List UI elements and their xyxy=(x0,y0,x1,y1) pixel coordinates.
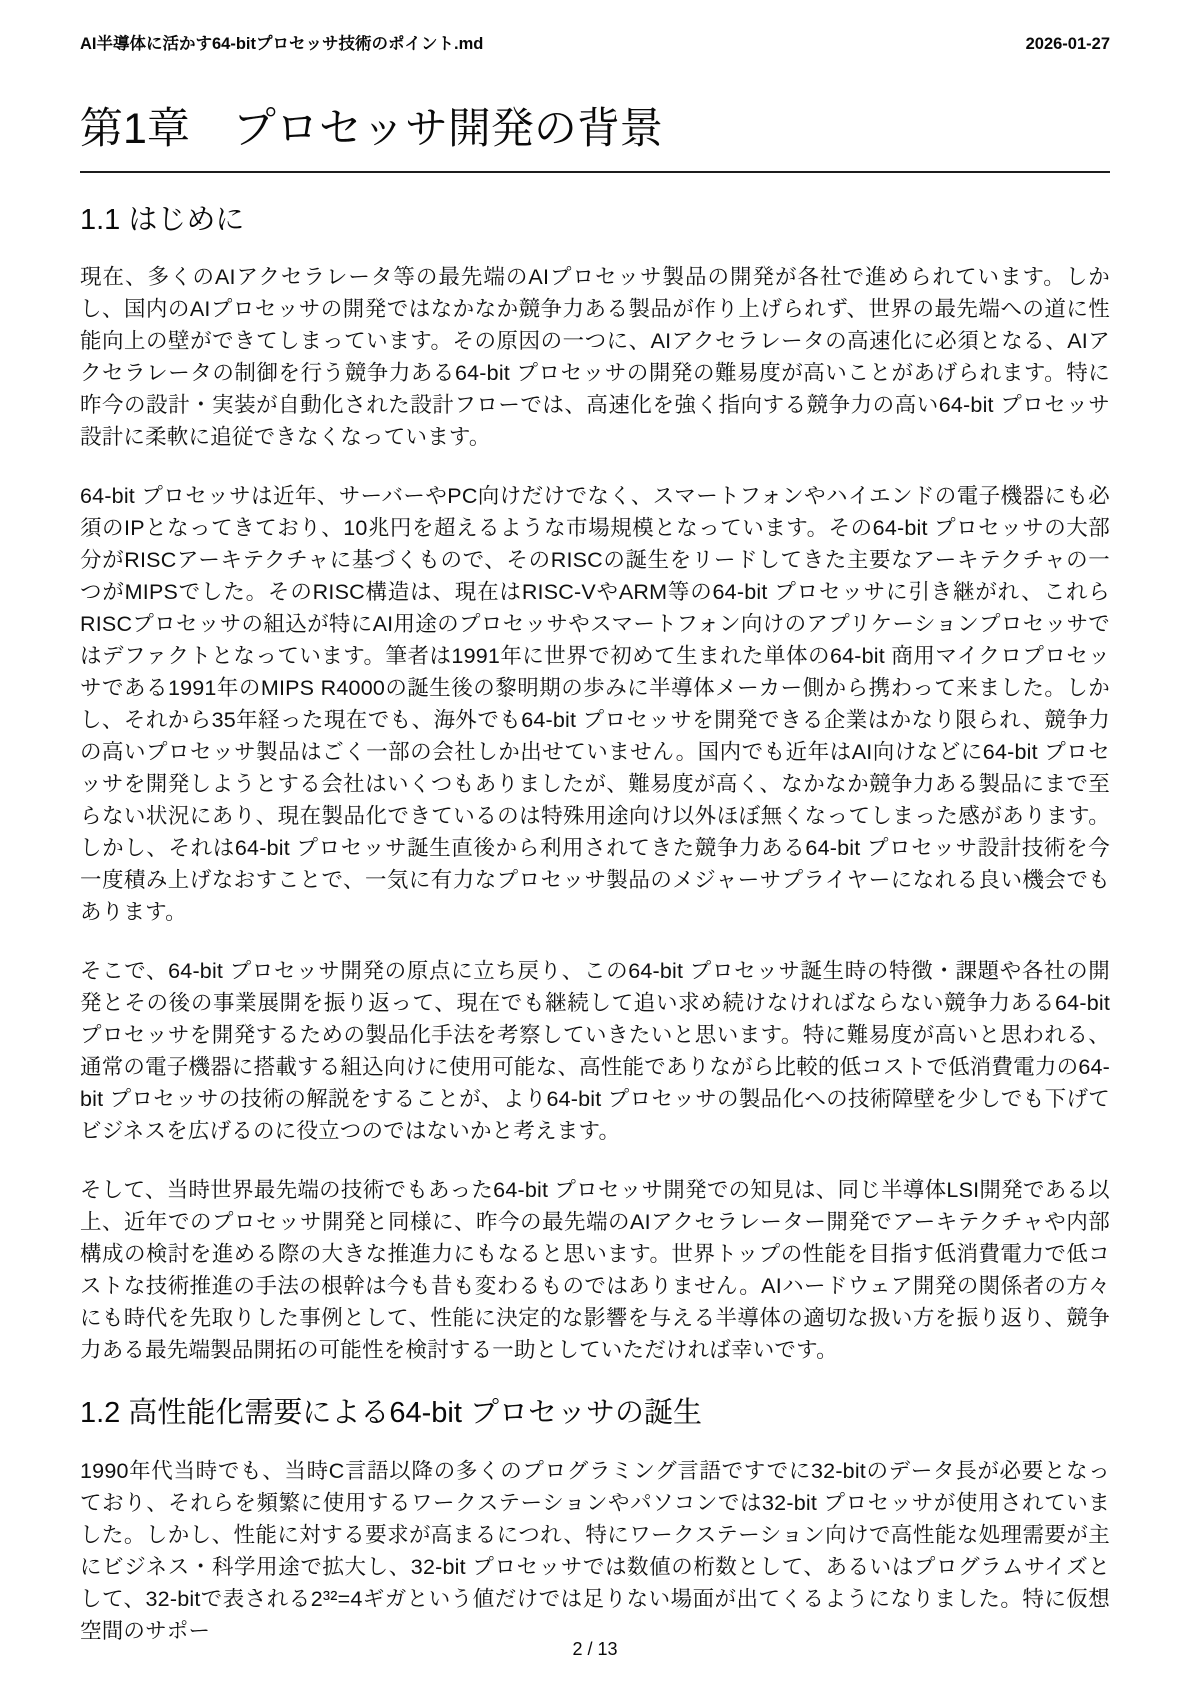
paragraph: 現在、多くのAIアクセラレータ等の最先端のAIプロセッサ製品の開発が各社で進められています。しかし、国内のAIプロセッサの開発ではなかなか競争力ある製品が作り上げられず、世界の最先端への道に性能向上の壁ができてしまっています。その原因の一つに、AIアクセラレータの高速化に必須となる、AIアクセラレータの制御を行う競争力ある64-bit プロセッサの開発の難易度が高いことがあげられます。特に昨今の設計・実装が自動化された設計フローでは、高速化を強く指向する競争力の高い64-bit プロセッサ設計に柔軟に追従できなくなっています。 xyxy=(80,265,1110,450)
section-1-1 xyxy=(80,203,1110,1367)
section-heading-1-2: 1.2 高性能化需要による64-bit プロセッサの誕生 xyxy=(80,1397,702,1430)
paragraph: そこで、64-bit プロセッサ開発の原点に立ち戻り、この64-bit プロセッサ誕生時の特徴・課題や各社の開発とその後の事業展開を振り返って、現在でも継続して追い求め続けなければならない競争力ある64-bit プロセッサを開発するための製品化手法を考察していきたいと思います。特に難易度が高いと思われる、通常の電子機器に搭載する組込向けに使用可能な、高性能でありながら比較的低コストで低消費電力の64-bit プロセッサの技術の解説をすることが、より64-bit プロセッサの製品化への技術障壁を少しでも下げてビジネスを広げるのに役立つのではないかと考えます。 xyxy=(80,959,1110,1144)
page-number: 2 / 13 xyxy=(572,1639,618,1659)
section-heading-1-1: 1.1 はじめに xyxy=(80,203,245,236)
paragraph: 1990年代当時でも、当時C言語以降の多くのプログラミング言語ですでに32-bitのデータ長が必要となっており、それらを頻繁に使用するワークステーションやパソコンでは32-bit プロセッサが使用されていました。しかし、性能に対する要求が高まるにつれ、特にワークステーション向けで高性能な処理需要が主にビジネス・科学用途で拡大し、32-bit プロセッサでは数値の桁数として、あるいはプログラムサイズとして、32-bitで表される2³²=4ギガという値だけでは足りない場面が出てくるようになりました。特に仮想空間のサポー xyxy=(80,1459,1110,1644)
chapter-title: 第1章 プロセッサ開発の背景 xyxy=(80,104,1110,173)
document-date: 2026-01-27 xyxy=(1025,35,1110,53)
paragraph: 64-bit プロセッサは近年、サーバーやPC向けだけでなく、スマートフォンやハイエンドの電子機器にも必須のIPとなってきており、10兆円を超えるような市場規模となっています。その64-bit プロセッサの大部分がRISCアーキテクチャに基づくもので、そのRISCの誕生をリードしてきた主要なアーキテクチャの一つがMIPSでした。そのRISC構造は、現在はRISC-VやARM等の64-bit プロセッサに引き継がれ、これらRISCプロセッサの組込が特にAI用途のプロセッサやスマートフォン向けのアプリケーションプロセッサではデファクトとなっています。筆者は1991年に世界で初めて生まれた単体の64-bit 商用マイクロプロセッサである1991年のMIPS R4000の誕生後の黎明期の歩みに半導体メーカー側から携わって来ました。しかし、それから35年経った現在でも、海外でも64-bit プロセッサを開発できる企業はかなり限られ、競争力の高いプロセッサ製品はごく一部の会社しか出せていません。国内でも近年はAI向けなどに64-bit プロセッサを開発しようとする会社はいくつもありましたが、難易度が高く、なかなか競争力ある製品にまで至らない状況にあり、現在製品化できているのは特殊用途向け以外ほぼ無くなってしまった感があります。しかし、それは64-bit プロセッサ誕生直後から利用されてきた競争力ある64-bit プロセッサ設計技術を今一度積み上げなおすことで、一気に有力なプロセッサ製品のメジャーサプライヤーになれる良い機会でもあります。 xyxy=(80,484,1110,925)
section-1-2 xyxy=(80,1396,1110,1647)
document-header xyxy=(0,0,1190,54)
document-content xyxy=(80,104,1110,1647)
document-filename: AI半導体に活かす64-bitプロセッサ技術のポイント.md xyxy=(80,35,484,53)
paragraph: そして、当時世界最先端の技術でもあった64-bit プロセッサ開発での知見は、同じ半導体LSI開発である以上、近年でのプロセッサ開発と同様に、昨今の最先端のAIアクセラレーター開発でアーキテクチャや内部構成の検討を進める際の大きな推進力にもなると思います。世界トップの性能を目指す低消費電力で低コストな技術推進の手法の根幹は今も昔も変わるものではありません。AIハードウェア開発の関係者の方々にも時代を先取りした事例として、性能に決定的な影響を与える半導体の適切な扱い方を振り返り、競争力ある最先端製品開拓の可能性を検討する一助としていただければ幸いです。 xyxy=(80,1178,1110,1363)
